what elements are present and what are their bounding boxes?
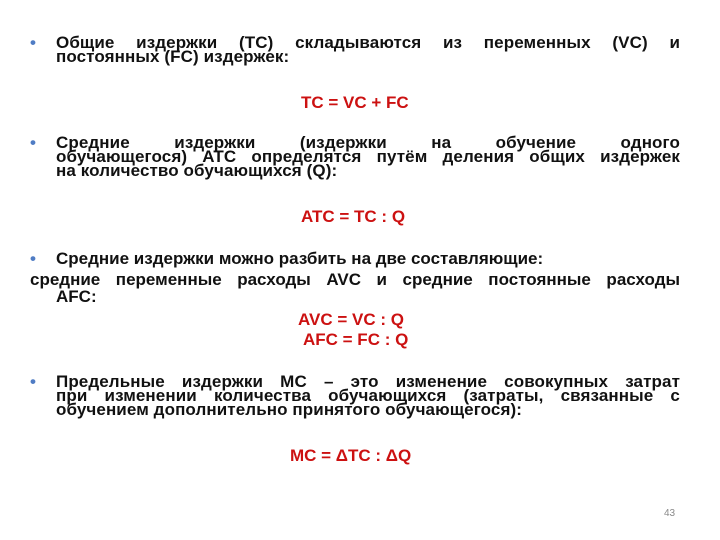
formula-avc: AVC = VC : Q [298, 310, 404, 329]
bullet-line: Предельные издержки MC – это изменение совокупных затрат [56, 372, 680, 391]
bullet-line: постоянных (FC) издержек: [56, 47, 290, 66]
bullet-item-cost-components [30, 249, 680, 268]
bullet-line: при изменении количества обучающихся (затраты, связанные с [56, 386, 680, 405]
bullet-text [56, 372, 680, 419]
bullet-line: обучением дополнительно принятого обучающегося): [56, 400, 523, 419]
bullet-line: Средние издержки (издержки на обучение одного [56, 133, 680, 152]
formula-afc: AFC = FC : Q [303, 330, 409, 349]
formula-mc: MC = ΔTC : ΔQ [290, 446, 412, 465]
bullet-icon: • [30, 372, 37, 391]
bullet-item-marginal-costs [30, 372, 680, 419]
formula-tc: TC = VC + FC [301, 93, 409, 112]
page-number: 43 [664, 508, 676, 519]
bullet-line: Средние издержки можно разбить на две составляющие: [56, 249, 544, 268]
bullet-item-total-costs [30, 33, 680, 66]
bullet-line: на количество обучающихся (Q): [56, 161, 338, 180]
bullet-line: средние переменные расходы AVC и средние постоянные расходы [30, 270, 680, 289]
bullet-icon: • [30, 33, 37, 52]
bullet-icon: • [30, 249, 36, 268]
bullet-line: AFC: [56, 287, 97, 306]
bullet-line: обучающегося) ATC определятся путём деления общих издержек [56, 147, 680, 166]
bullet-text [56, 33, 680, 66]
bullet-line: Общие издержки (ТС) складываются из переменных (VC) и [56, 33, 680, 52]
bullet-text [56, 133, 680, 180]
bullet-item-average-costs [30, 133, 680, 180]
formula-atc: ATC = TC : Q [301, 207, 406, 226]
bullet-icon: • [30, 133, 37, 152]
